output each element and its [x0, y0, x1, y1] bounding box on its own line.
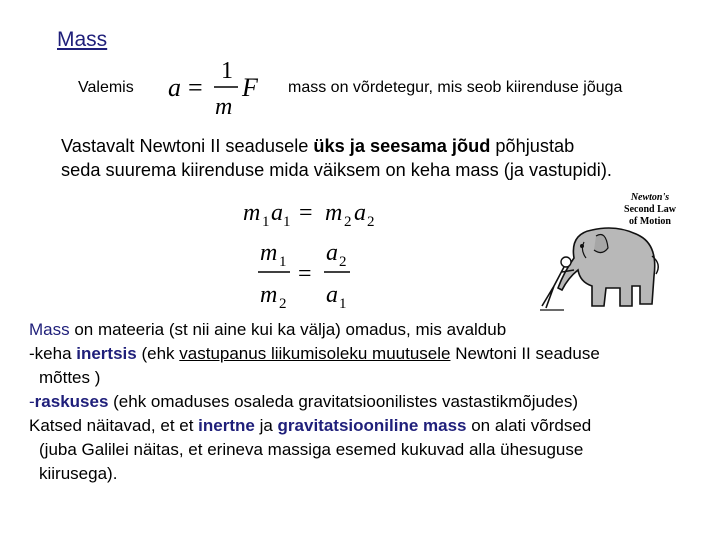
- para2-line4-text: (ehk omaduses osaleda gravitatsioonilistes vastastikmõjudes): [108, 392, 579, 411]
- newton-formula: [166, 52, 276, 122]
- equation-ratio: [258, 234, 378, 314]
- para2-line5-start: Katsed näitavad, et et: [29, 416, 199, 435]
- eq1-sub2b: 2: [367, 214, 375, 230]
- para1-line2: seda suurema kiirenduse mida väiksem on keha mass (ja vastupidi).: [61, 160, 612, 180]
- para1-text: Vastavalt Newtoni II seadusele: [61, 136, 314, 156]
- para2-raskuses: raskuses: [34, 392, 109, 411]
- eq2-sub2b: 2: [339, 254, 347, 270]
- paragraph-newton: [61, 134, 612, 182]
- eq2-sub1: 1: [279, 254, 287, 270]
- formula-lhs: a: [168, 73, 181, 102]
- eq1-sub2: 2: [344, 214, 352, 230]
- eq1-a2: a: [354, 200, 366, 226]
- para2-line1-text: on mateeria (st nii aine kui ka välja) omadus, mis avaldub: [69, 320, 507, 339]
- formula-denominator: m: [215, 94, 233, 120]
- para2-line5-end: on alati võrdsed: [466, 416, 592, 435]
- formula-equals: =: [188, 73, 203, 102]
- eq1-sub1: 1: [262, 214, 270, 230]
- para2-line2: [29, 342, 600, 366]
- eq1-equals: =: [299, 200, 313, 226]
- para2-line3: mõttes ): [39, 368, 101, 387]
- eq2-m1: m: [260, 240, 278, 266]
- para2-mass-term: Mass: [29, 320, 70, 339]
- eq1-a1: a: [271, 200, 283, 226]
- illustration-caption-2: Second Law: [624, 204, 676, 215]
- formula-rhs: F: [242, 73, 258, 102]
- eq2-a2: a: [326, 240, 338, 266]
- para2-inertne: inertne: [198, 416, 255, 435]
- eq1-m2: m: [325, 200, 343, 226]
- eq2-sub2: 2: [279, 296, 287, 312]
- para2-line2-end: Newtoni II seaduse: [450, 344, 600, 363]
- para2-line2-mid: (ehk: [136, 344, 180, 363]
- para2-line5: [29, 414, 600, 438]
- para2-line4: [29, 390, 600, 414]
- equation-products: [243, 196, 393, 230]
- formula-numerator: 1: [221, 58, 233, 84]
- paragraph-mass: [29, 318, 600, 486]
- illustration-caption-1: Newton's: [630, 192, 670, 203]
- para1-text-end: põhjustab: [490, 136, 575, 156]
- para2-line1: [29, 318, 600, 342]
- para2-line7: kiirusega).: [39, 464, 118, 483]
- eq1-m1: m: [243, 200, 261, 226]
- man-drawing: [540, 257, 574, 310]
- para1-bold: üks ja seesama jõud: [313, 136, 491, 156]
- page-title: Mass: [57, 28, 108, 51]
- illustration-caption-3: of Motion: [629, 216, 671, 227]
- para2-inertsis: inertsis: [76, 344, 137, 363]
- eq2-sub1b: 1: [339, 296, 347, 312]
- formula-description: mass on võrdetegur, mis seob kiirenduse jõuga: [288, 79, 623, 96]
- para2-underlined-phrase: vastupanus liikumisoleku muutusele: [179, 344, 451, 363]
- eq1-sub1b: 1: [283, 214, 291, 230]
- elephant-drawing: [558, 228, 658, 306]
- eq2-m2: m: [260, 282, 278, 308]
- eq2-equals: =: [298, 261, 312, 287]
- eq2-a1: a: [326, 282, 338, 308]
- para2-grav-mass: gravitatsiooniline mass: [277, 416, 467, 435]
- formula-label: Valemis: [78, 79, 134, 96]
- para2-line2-prefix: -keha: [29, 344, 77, 363]
- para2-line5-ja: ja: [254, 416, 278, 435]
- para2-line6: (juba Galilei näitas, et erineva massiga esemed kukuvad alla ühesuguse: [39, 440, 584, 459]
- newton-elephant-illustration: [540, 186, 690, 316]
- para2-dash: -: [29, 392, 35, 411]
